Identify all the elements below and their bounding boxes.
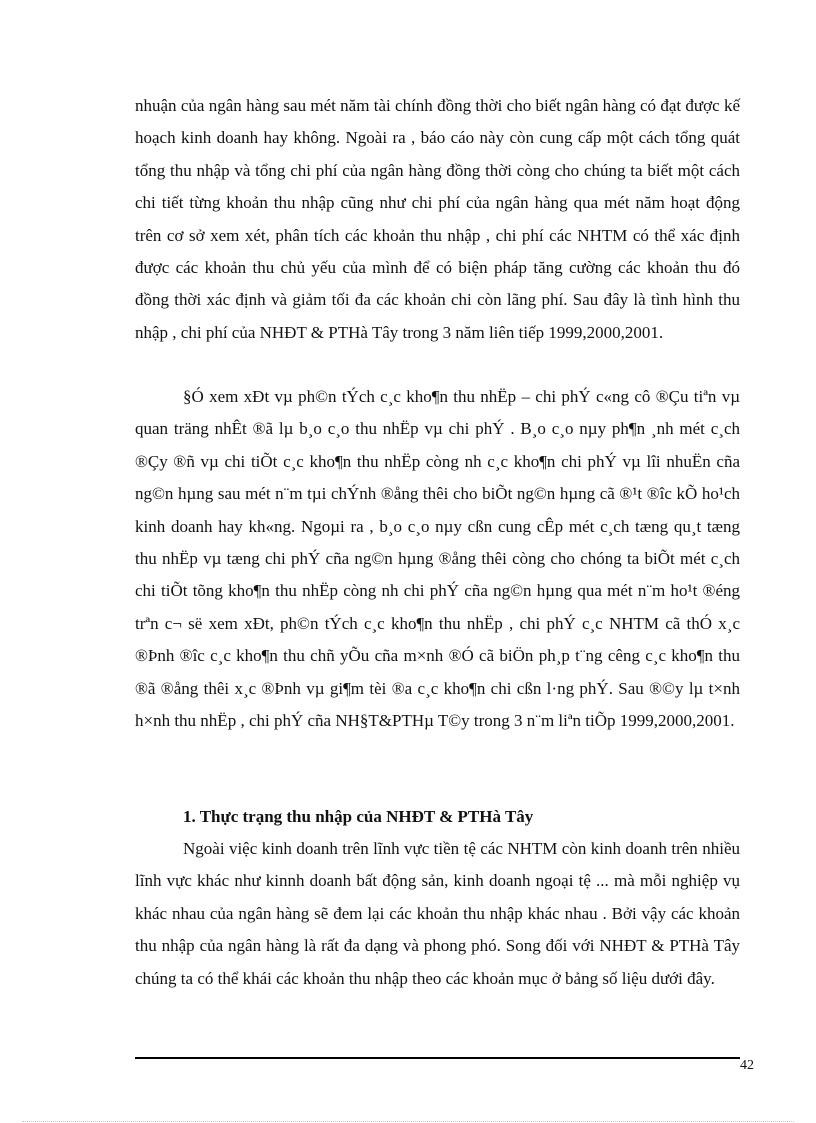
page-edge-divider xyxy=(22,1121,794,1122)
footer-divider xyxy=(135,1057,740,1059)
section-heading: 1. Thực trạng thu nhập của NHĐT & PTHà Tây xyxy=(183,807,534,826)
paragraph-text: §Ó xem xÐt vµ ph©n tÝch c¸c kho¶n thu nhËp – chi phÝ c«ng cô ®Çu tiªn vµ quan träng nhÊt ®ã lµ b¸o c¸o thu nhËp vµ chi phÝ . B¸o c¸o nµy ph¶n ¸nh mét c¸ch ®Çy ®ñ vµ chi tiÕt c¸c kho¶n thu nhËp còng nh c¸c kho¶n chi phÝ vµ lîi nhuËn cña ng©n hµng sau mét n¨m tµi chÝnh ®ång thêi cho biÕt ng©n hµng cã ®¹t ®îc kÕ ho¹ch kinh doanh hay kh«ng. Ngoµi ra , b¸o c¸o nµy cßn cung cÊp mét c¸ch tæng qu¸t tæng thu nhËp vµ tæng chi phÝ cña ng©n hµng ®ång thêi còng cho chóng ta biÕt mét c¸ch chi tiÕt tõng kho¶n thu nhËp còng nh chi phÝ cña ng©n hµng qua mét n¨m ho¹t ®éng trªn c¬ së xem xÐt, ph©n tÝch c¸c kho¶n thu nhËp , chi phÝ c¸c NHTM cã thÓ x¸c ®Þnh ®îc c¸c kho¶n thu chñ yÕu cña m×nh ®Ó cã biÖn ph¸p t¨ng cêng c¸c kho¶n thu ®ã ®ång thêi x¸c ®Þnh vµ gi¶m tèi ®a c¸c kho¶n chi cßn l·ng phÝ. Sau ®©y lµ t×nh h×nh thu nhËp , chi phÝ cña NH§T&PTHµ T©y trong 3 n¨m liªn tiÕp 1999,2000,2001. xyxy=(135,387,740,731)
page-number: 42 xyxy=(740,1058,754,1073)
paragraph-legacy-encoding xyxy=(135,381,740,737)
paragraph-text: Ngoài việc kinh doanh trên lĩnh vực tiền tệ các NHTM còn kinh doanh trên nhiều lĩnh vực khác như kinnh doanh bất động sản, kinh doanh ngoại tệ ... mà mỗi nghiệp vụ khác nhau của ngân hàng sẽ đem lại các khoản thu nhập khác nhau . Bởi vậy các khoản thu nhập của ngân hàng là rất đa dạng và phong phó. Song đối với NHĐT & PTHà Tây chúng ta có thể khái các khoản thu nhập theo các khoản mục ở bảng số liệu dưới đây. xyxy=(135,839,740,988)
paragraph-income-overview xyxy=(135,833,740,995)
paragraph-text: nhuận của ngân hàng sau mét năm tài chính đồng thời cho biết ngân hàng có đạt được kế hoạch kinh doanh hay không. Ngoài ra , báo cáo này còn cung cấp một cách tổng quát tổng thu nhập và tổng chi phí của ngân hàng đồng thời còng cho chúng ta biết một cách chi tiết từng khoản thu nhập cũng như chi phí của ngân hàng qua mét năm hoạt động trên cơ sở xem xét, phân tích các khoản thu nhập , chi phí các NHTM có thể xác định được các khoản thu chủ yếu của mình để có biện pháp tăng cường các khoản thu đó đồng thời xác định và giảm tối đa các khoản chi còn lãng phí. Sau đây là tình hình thu nhập , chi phí của NHĐT & PTHà Tây trong 3 năm liên tiếp 1999,2000,2001. xyxy=(135,96,740,342)
paragraph-continuation xyxy=(135,90,740,349)
